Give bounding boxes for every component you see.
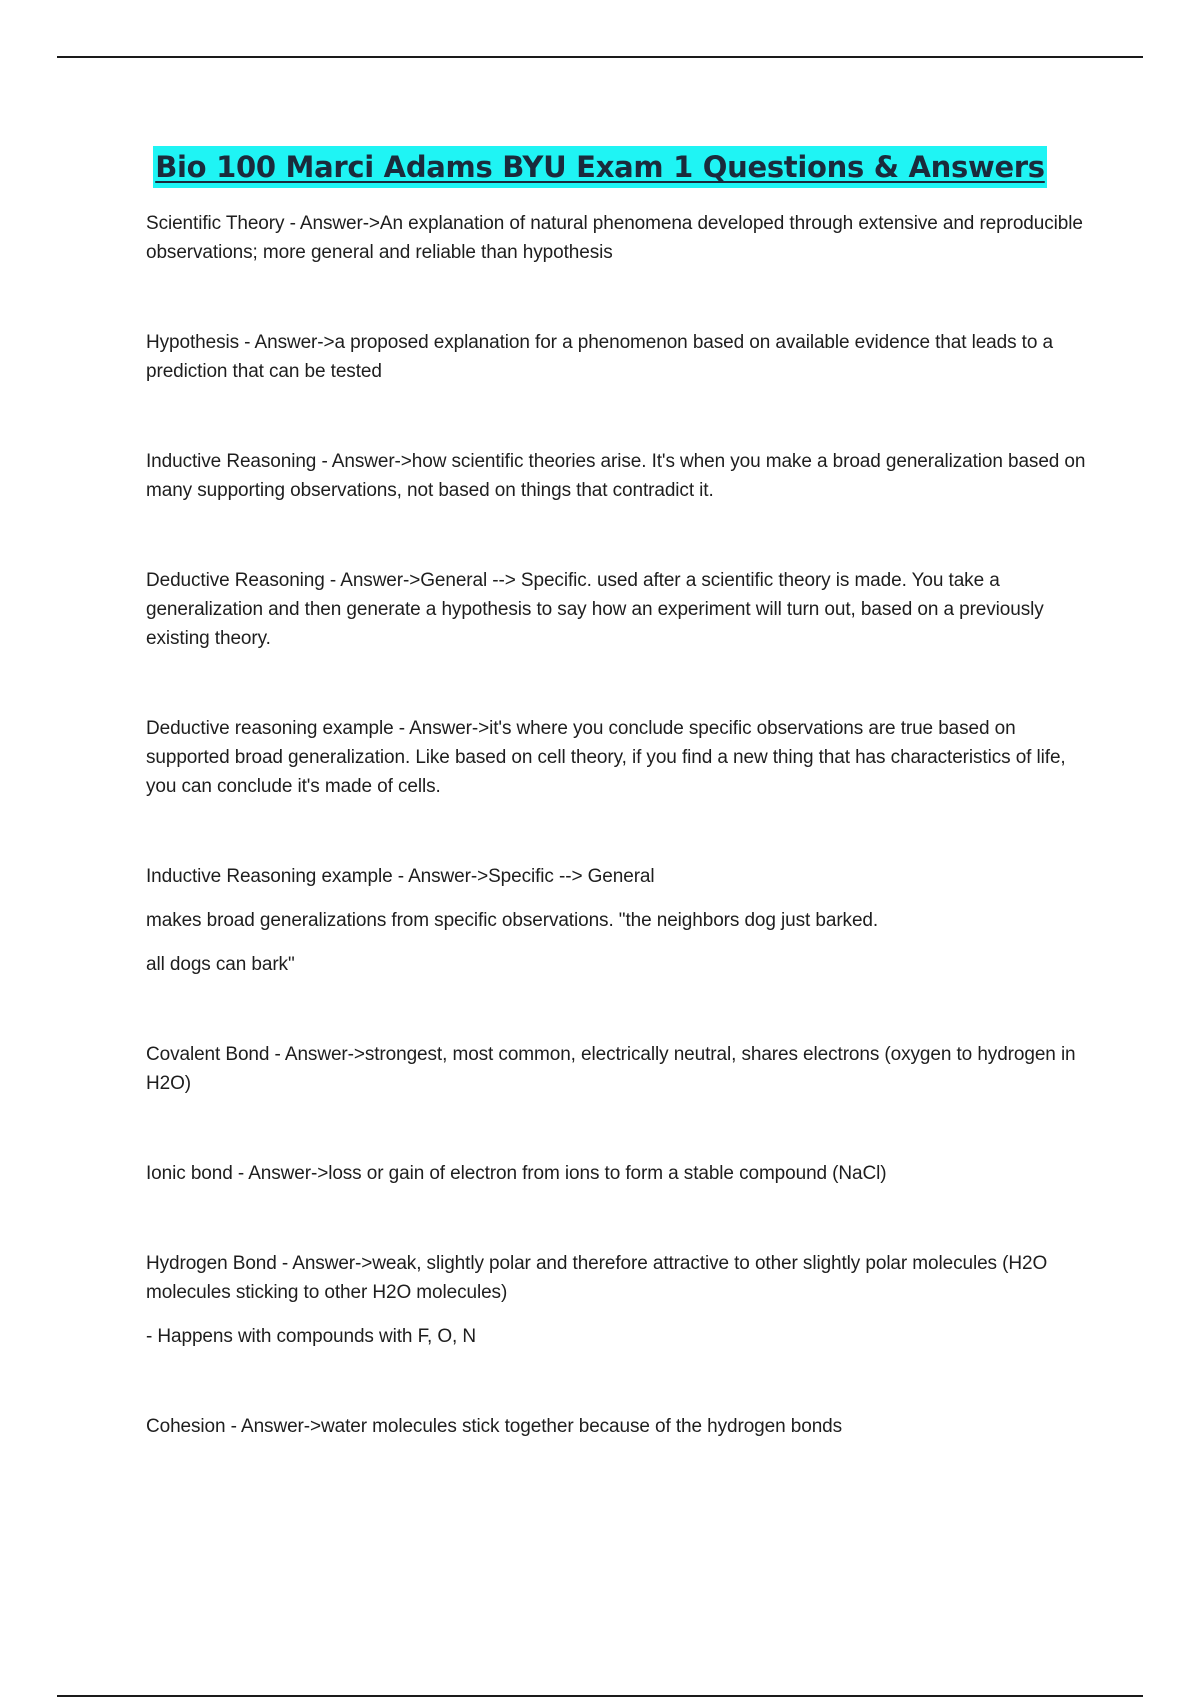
qa-list xyxy=(146,209,1096,1441)
qa-entry-deductive-reasoning-example xyxy=(146,714,1096,801)
title-container xyxy=(0,146,1200,188)
qa-entry-ionic-bond xyxy=(146,1159,1096,1188)
qa-text: Inductive Reasoning example - Answer->Specific --> General xyxy=(146,866,655,887)
bottom-rule xyxy=(57,1695,1143,1697)
document-title: Bio 100 Marci Adams BYU Exam 1 Questions & Answers xyxy=(153,146,1047,188)
qa-text: Cohesion - Answer->water molecules stick together because of the hydrogen bonds xyxy=(146,1416,843,1437)
qa-text: makes broad generalizations from specific observations. "the neighbors dog just barked. xyxy=(146,910,879,931)
qa-text: Hydrogen Bond - Answer->weak, slightly polar and therefore attractive to other slightly polar molecules (H2O molecules sticking to other H2O molecules) xyxy=(146,1253,1048,1303)
qa-text: Scientific Theory - Answer->An explanation of natural phenomena developed through extensive and reproducible observations; more general and reliable than hypothesis xyxy=(146,213,1083,263)
qa-text: Deductive reasoning example - Answer->it's where you conclude specific observations are true based on supported broad generalization. Like based on cell theory, if you find a new thing that has characteristics of life, you can conclude it's made of cells. xyxy=(146,718,1066,797)
qa-text: Deductive Reasoning - Answer->General --> Specific. used after a scientific theory is made. You take a generalization and then generate a hypothesis to say how an experiment will turn out, based on a previously existing theory. xyxy=(146,570,1044,649)
qa-text: all dogs can bark" xyxy=(146,954,295,975)
top-rule xyxy=(57,56,1143,58)
qa-entry-inductive-reasoning-example xyxy=(146,862,1096,979)
qa-entry-scientific-theory xyxy=(146,209,1096,267)
qa-entry-hydrogen-bond xyxy=(146,1249,1096,1351)
qa-entry-covalent-bond xyxy=(146,1040,1096,1098)
qa-entry-cohesion xyxy=(146,1412,1096,1441)
qa-text: Ionic bond - Answer->loss or gain of electron from ions to form a stable compound (NaCl) xyxy=(146,1163,887,1184)
qa-text: Covalent Bond - Answer->strongest, most common, electrically neutral, shares electrons (oxygen to hydrogen in H2O) xyxy=(146,1044,1076,1094)
qa-entry-hypothesis xyxy=(146,328,1096,386)
qa-text: Hypothesis - Answer->a proposed explanation for a phenomenon based on available evidence that leads to a prediction that can be tested xyxy=(146,332,1053,382)
qa-entry-deductive-reasoning xyxy=(146,566,1096,653)
qa-entry-inductive-reasoning xyxy=(146,447,1096,505)
qa-text: - Happens with compounds with F, O, N xyxy=(146,1326,476,1347)
qa-text: Inductive Reasoning - Answer->how scientific theories arise. It's when you make a broad generalization based on many supporting observations, not based on things that contradict it. xyxy=(146,451,1086,501)
